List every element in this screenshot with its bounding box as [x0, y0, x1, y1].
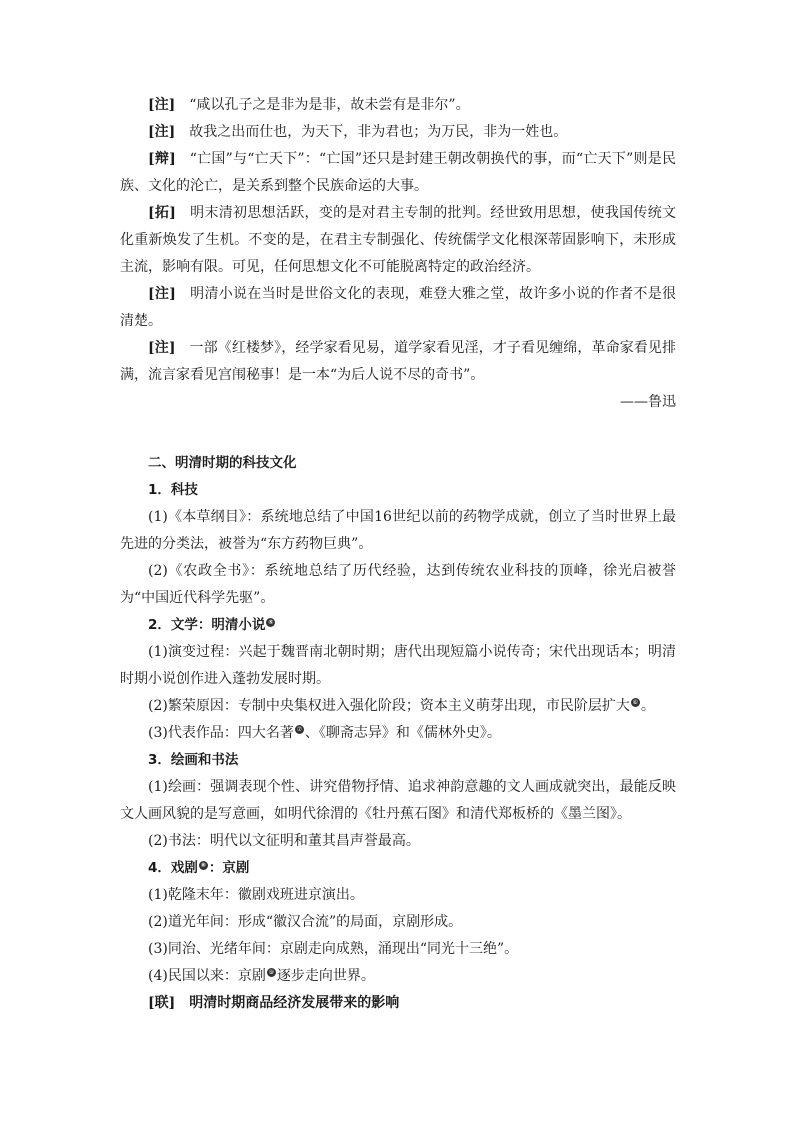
literature-item-text: (3)代表作品：四大名著: [148, 725, 294, 741]
opera-item-end: 逐步走向世界。: [276, 968, 375, 984]
note-paragraph: [120, 281, 676, 335]
art-item: (2)书法：明代以文征明和董其昌声誉最高。: [148, 833, 420, 849]
opera-item-text: (4)民国以来：京剧: [148, 968, 266, 984]
note-tag: [注]: [148, 124, 176, 140]
note-text: “咸以孔子之是非为是非，故未尝有是非尔”。: [189, 97, 470, 113]
document-body: [120, 92, 676, 1017]
literature-item: [120, 693, 676, 720]
opera-item: [120, 963, 676, 990]
note-tag: [拓]: [148, 205, 176, 221]
science-item: (1)《本草纲目》：系统地总结了中国16世纪以前的药物学成就，创立了当时世界上最先进的分类法，被誉为“东方药物巨典”。: [120, 509, 676, 552]
subsection-title-science: 1．科技: [148, 482, 198, 498]
note-tag: [注]: [148, 286, 176, 302]
note-paragraph: [120, 92, 676, 119]
note-paragraph: [120, 200, 676, 281]
footnote-mark: ⑤: [268, 618, 274, 626]
link-paragraph: [120, 990, 676, 1017]
note-text: 明清小说在当时是世俗文化的表现，难登大雅之堂，故许多小说的作者不是很清楚。: [120, 286, 677, 329]
note-paragraph: [120, 335, 676, 389]
section-title: 二、明清时期的科技文化: [148, 455, 297, 471]
footnote-mark: ⑥: [632, 699, 639, 707]
footnote-mark: ⑦: [296, 726, 303, 734]
literature-item-text: (2)繁荣原因：专制中央集权进入强化阶段；资本主义萌芽出现，市民阶层扩大: [148, 698, 630, 714]
footnote-mark: ⑧: [200, 861, 206, 869]
subsection-title-literature: [120, 612, 676, 639]
quote-signature: ——鲁迅: [620, 394, 676, 410]
subsection-title-opera: [120, 855, 676, 882]
opera-item: (1)乾隆末年：徽剧戏班进京演出。: [148, 887, 364, 903]
science-item: (2)《农政全书》：系统地总结了历代经验，达到传统农业科技的顶峰，徐光启被誉为“中国近代科学先驱”。: [120, 563, 676, 606]
opera-title-rest: ：京剧: [208, 860, 250, 876]
note-tag: [注]: [148, 97, 176, 113]
note-text: “亡国”与“亡天下”：“亡国”还只是封建王朝改朝换代的事，而“亡天下”则是民族、文化的沦亡，是关系到整个民族命运的大事。: [120, 151, 676, 194]
section-spacer: [120, 416, 676, 450]
link-tag: [联]: [148, 995, 176, 1011]
literature-item: [120, 720, 676, 747]
literature-title-text: 2．文学：明清小说: [148, 617, 266, 633]
art-item: (1)绘画：强调表现个性、讲究借物抒情、追求神韵意趣的文人画成就突出，最能反映文人画风貌的是写意画，如明代徐渭的《牡丹蕉石图》和清代郑板桥的《墨兰图》。: [120, 779, 676, 822]
note-text: 故我之出而仕也，为天下，非为君也；为万民，非为一姓也。: [189, 124, 568, 140]
subsection-title-art: 3．绘画和书法: [148, 752, 239, 768]
note-text: 一部《红楼梦》，经学家看见易，道学家看见淫，才子看见缠绵，革命家看见排满，流言家看见宫闱秘事！是一本“为后人说不尽的奇书”。: [120, 340, 676, 383]
literature-item: (1)演变过程：兴起于魏晋南北朝时期；唐代出现短篇小说传奇；宋代出现话本；明清时期小说创作进入蓬勃发展时期。: [120, 644, 676, 687]
note-paragraph: [120, 119, 676, 146]
note-paragraph: [120, 146, 676, 200]
opera-title-text: 4．戏剧: [148, 860, 198, 876]
literature-item-end: 。: [640, 698, 655, 714]
literature-item-end: 、《聊斋志异》和《儒林外史》。: [304, 725, 501, 741]
footnote-mark: ⑨: [268, 969, 275, 977]
note-text: 明末清初思想活跃，变的是对君主专制的批判。经世致用思想，使我国传统文化重新焕发了生机。不变的是，在君主专制强化、传统儒学文化根深蒂固影响下，未形成主流，影响有限。可见，任何思想文化不可能脱离特定的政治经济。: [120, 205, 677, 275]
note-tag: [注]: [148, 340, 176, 356]
note-tag: [辩]: [148, 151, 176, 167]
link-text: 明清时期商品经济发展带来的影响: [189, 995, 400, 1011]
opera-item: (2)道光年间：形成“徽汉合流”的局面，京剧形成。: [148, 914, 463, 930]
opera-item: (3)同治、光绪年间：京剧走向成熟，涌现出“同光十三绝”。: [148, 941, 519, 957]
